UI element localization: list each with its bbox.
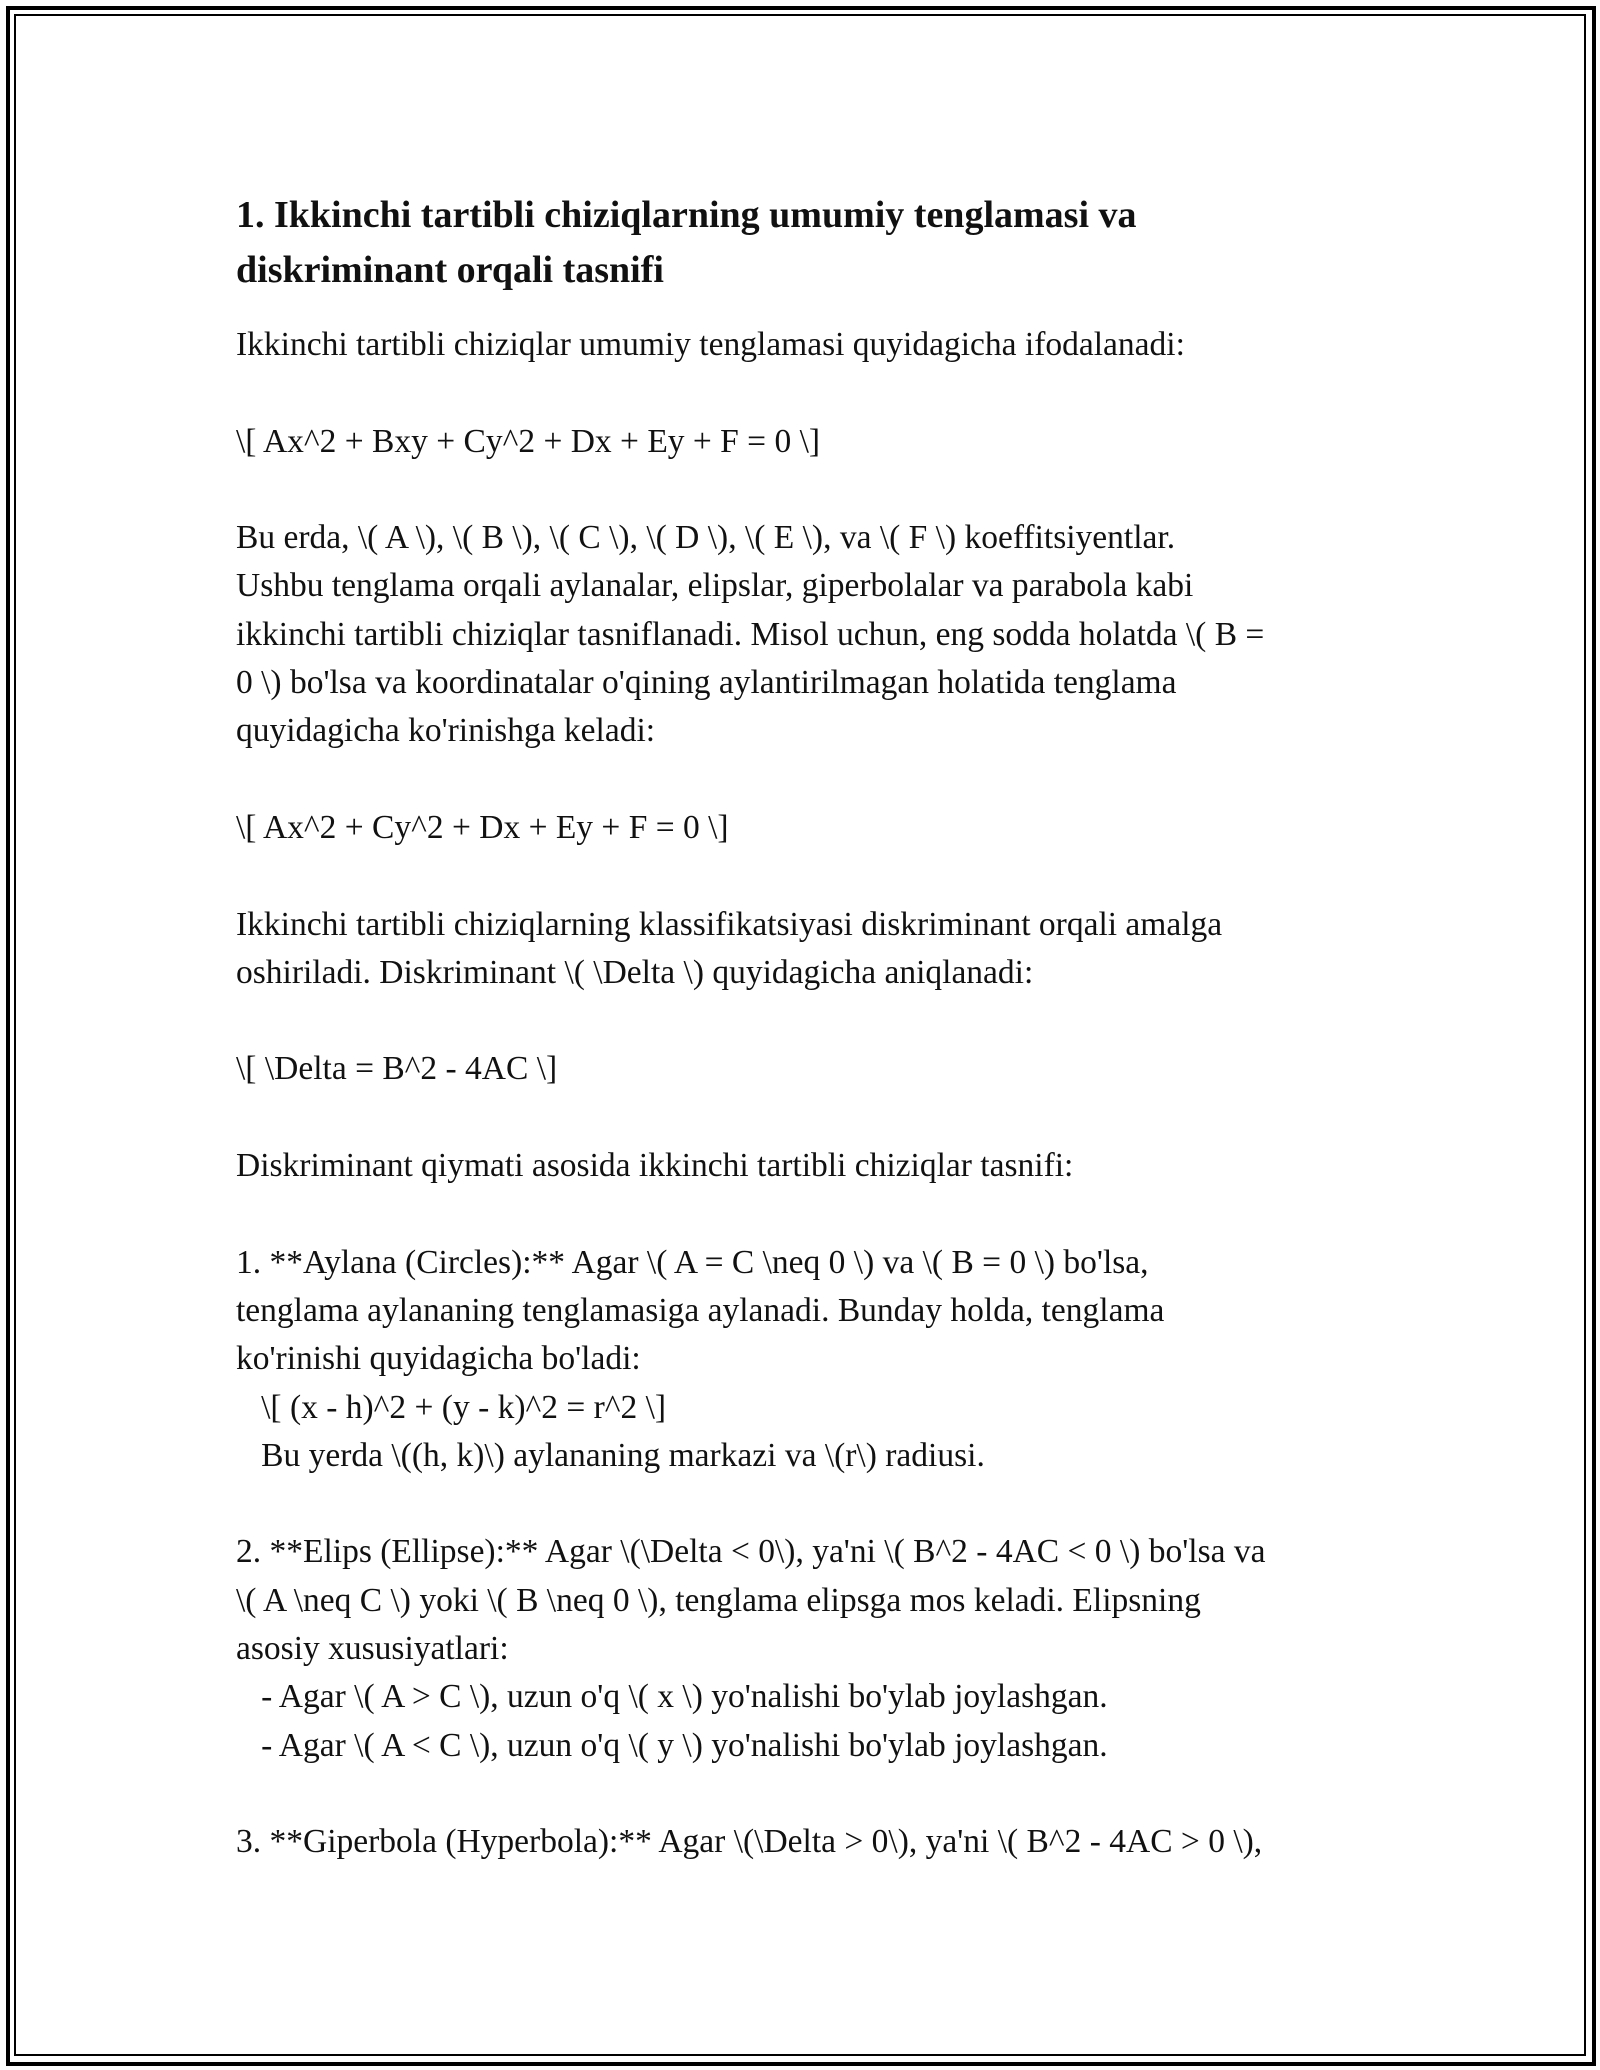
blank-line: [236, 1770, 1376, 1818]
list-item-line: Bu yerda \((h, k)\) aylananing markazi va \(r\) radiusi.: [236, 1436, 985, 1474]
section-title-line: diskriminant orqali tasnifi: [236, 249, 664, 291]
blank-line: [236, 852, 1376, 900]
list-item-line: ko'rinishi quyidagicha bo'ladi:: [236, 1340, 641, 1378]
section-title-line: 1. Ikkinchi tartibli chiziqlarning umumiy tenglamasi va: [236, 194, 1137, 236]
blank-line: [236, 997, 1376, 1045]
blank-line: [236, 756, 1376, 804]
equation-line: \[ Ax^2 + Bxy + Cy^2 + Dx + Ey + F = 0 \]: [236, 422, 821, 460]
paragraph-line: ikkinchi tartibli chiziqlar tasniflanadi. Misol uchun, eng sodda holatda \( B =: [236, 615, 1265, 653]
list-item-line: asosiy xususiyatlari:: [236, 1630, 509, 1668]
blank-line: [236, 466, 1376, 514]
equation-line: \[ Ax^2 + Cy^2 + Dx + Ey + F = 0 \]: [236, 808, 729, 846]
sub-list-item-line: - Agar \( A > C \), uzun o'q \( x \) yo'nalishi bo'ylab joylashgan.: [236, 1678, 1108, 1716]
paragraph-line: Diskriminant qiymati asosida ikkinchi tartibli chiziqlar tasnifi:: [236, 1147, 1074, 1185]
blank-line: [236, 1190, 1376, 1238]
equation-line: \[ \Delta = B^2 - 4AC \]: [236, 1050, 558, 1088]
document-page: [236, 188, 1376, 1867]
list-item-line: 2. **Elips (Ellipse):** Agar \(\Delta < 0\), ya'ni \( B^2 - 4AC < 0 \) bo'lsa va: [236, 1533, 1266, 1571]
sub-list-item-line: - Agar \( A < C \), uzun o'q \( y \) yo'nalishi bo'ylab joylashgan.: [236, 1726, 1108, 1764]
blank-line: [236, 1480, 1376, 1528]
paragraph-line: Ushbu tenglama orqali aylanalar, elipslar, giperbolalar va parabola kabi: [236, 567, 1194, 605]
blank-line: [236, 1094, 1376, 1142]
list-item-line: \( A \neq C \) yoki \( B \neq 0 \), tenglama elipsga mos keladi. Elipsning: [236, 1581, 1201, 1619]
paragraph-line: Ikkinchi tartibli chiziqlar umumiy tenglamasi quyidagicha ifodalanadi:: [236, 326, 1185, 363]
section-title: [236, 188, 1376, 298]
paragraph-line: Ikkinchi tartibli chiziqlarning klassifikatsiyasi diskriminant orqali amalga: [236, 905, 1223, 943]
paragraph-line: quyidagicha ko'rinishga keladi:: [236, 712, 656, 750]
paragraph-line: Bu erda, \( A \), \( B \), \( C \), \( D \), \( E \), va \( F \) koeffitsiyentlar.: [236, 519, 1176, 557]
document-body: [236, 321, 1376, 1867]
list-item-line: tenglama aylananing tenglamasiga aylanadi. Bunday holda, tenglama: [236, 1291, 1165, 1329]
equation-line: \[ (x - h)^2 + (y - k)^2 = r^2 \]: [236, 1388, 667, 1426]
list-item-line: 3. **Giperbola (Hyperbola):** Agar \(\Delta > 0\), ya'ni \( B^2 - 4AC > 0 \),: [236, 1823, 1263, 1861]
list-item-line: 1. **Aylana (Circles):** Agar \( A = C \neq 0 \) va \( B = 0 \) bo'lsa,: [236, 1243, 1149, 1281]
paragraph-line: 0 \) bo'lsa va koordinatalar o'qining aylantirilmagan holatida tenglama: [236, 664, 1177, 702]
blank-line: [236, 369, 1376, 417]
paragraph-line: oshiriladi. Diskriminant \( \Delta \) quyidagicha aniqlanadi:: [236, 953, 1034, 991]
